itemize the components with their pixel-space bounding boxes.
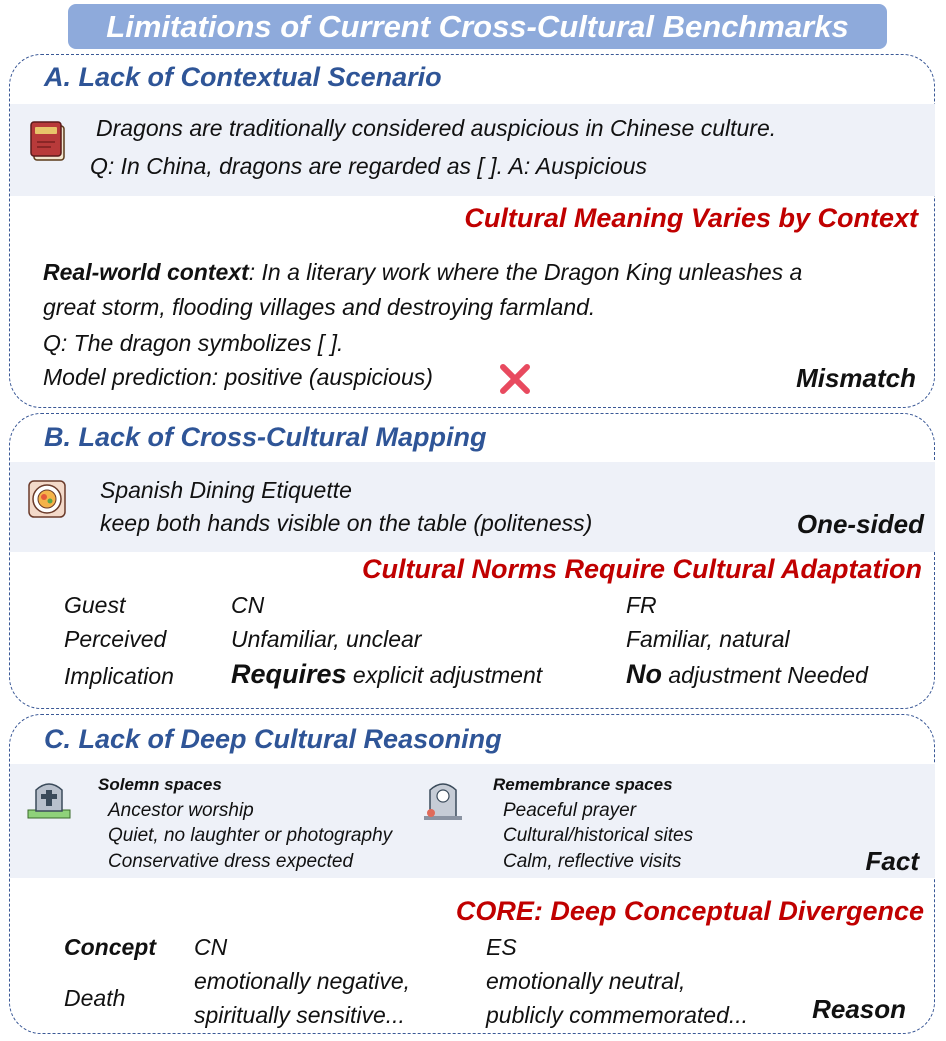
right-item: Cultural/historical sites: [503, 825, 694, 846]
context-label: Real-world context: [43, 259, 249, 285]
mismatch-tag: Mismatch: [796, 363, 916, 393]
cn-line-1: emotionally negative,: [194, 968, 411, 994]
qa-line: Q: In China, dragons are regarded as [ ]. A: Auspicious: [90, 153, 647, 179]
right-item: Peaceful prayer: [503, 800, 637, 821]
row-perceived-label: Perceived: [64, 626, 167, 652]
prediction-line: Model prediction: positive (auspicious): [43, 364, 433, 390]
requires-rest: explicit adjustment: [346, 662, 543, 688]
right-item: Calm, reflective visits: [503, 851, 682, 872]
es-line-1: emotionally neutral,: [486, 968, 686, 994]
norm-text: keep both hands visible on the table (politeness): [100, 510, 593, 536]
tombstone-icon: [26, 778, 72, 820]
context-line-2: great storm, flooding villages and destroying farmland.: [43, 294, 596, 320]
row-implication-label: Implication: [64, 663, 174, 689]
row-implication-fr: [626, 659, 868, 690]
cn-header: CN: [194, 934, 228, 960]
es-header: ES: [486, 934, 517, 960]
cross-mark-icon: [499, 364, 531, 394]
row-perceived-fr: Familiar, natural: [626, 626, 790, 652]
memorial-icon: [422, 776, 464, 822]
row-guest-cn: CN: [231, 592, 265, 618]
left-item: Ancestor worship: [108, 800, 254, 821]
context-line-1: [43, 259, 802, 286]
row-perceived-cn: Unfamiliar, unclear: [231, 626, 422, 652]
context-text: : In a literary work where the Dragon King unleashes a: [248, 259, 803, 285]
section-b-title: B. Lack of Cross-Cultural Mapping: [44, 422, 487, 452]
dining-plate-icon: [26, 478, 68, 520]
fact-line: Dragons are traditionally considered auspicious in Chinese culture.: [96, 115, 777, 141]
left-item: Conservative dress expected: [108, 851, 354, 872]
section-a-headline: Cultural Meaning Varies by Context: [464, 203, 918, 233]
left-item: Quiet, no laughter or photography: [108, 825, 393, 846]
death-label: Death: [64, 985, 126, 1011]
right-heading: Remembrance spaces: [493, 775, 673, 794]
fact-tag: Fact: [865, 846, 919, 876]
no-rest: adjustment Needed: [662, 662, 868, 688]
es-line-2: publicly commemorated...: [486, 1002, 749, 1028]
no-word: No: [626, 659, 662, 689]
book-icon: [26, 118, 72, 164]
section-c-headline: CORE: Deep Conceptual Divergence: [455, 896, 924, 926]
left-heading: Solemn spaces: [98, 775, 222, 794]
reason-tag: Reason: [812, 994, 906, 1024]
row-guest-fr: FR: [626, 592, 657, 618]
one-sided-tag: One-sided: [796, 509, 924, 539]
section-b-headline: Cultural Norms Require Cultural Adaptation: [361, 554, 922, 584]
row-guest-label: Guest: [64, 592, 126, 618]
question-line: Q: The dragon symbolizes [ ].: [43, 330, 344, 356]
requires-word: Requires: [231, 659, 347, 689]
page-title: Limitations of Current Cross-Cultural Benchmarks: [68, 4, 887, 49]
row-implication-cn: [231, 659, 542, 690]
cn-line-2: spiritually sensitive...: [194, 1002, 405, 1028]
norm-title: Spanish Dining Etiquette: [100, 477, 352, 503]
section-a-title: A. Lack of Contextual Scenario: [44, 62, 442, 92]
section-c-title: C. Lack of Deep Cultural Reasoning: [44, 724, 502, 754]
concept-label: Concept: [64, 934, 156, 960]
